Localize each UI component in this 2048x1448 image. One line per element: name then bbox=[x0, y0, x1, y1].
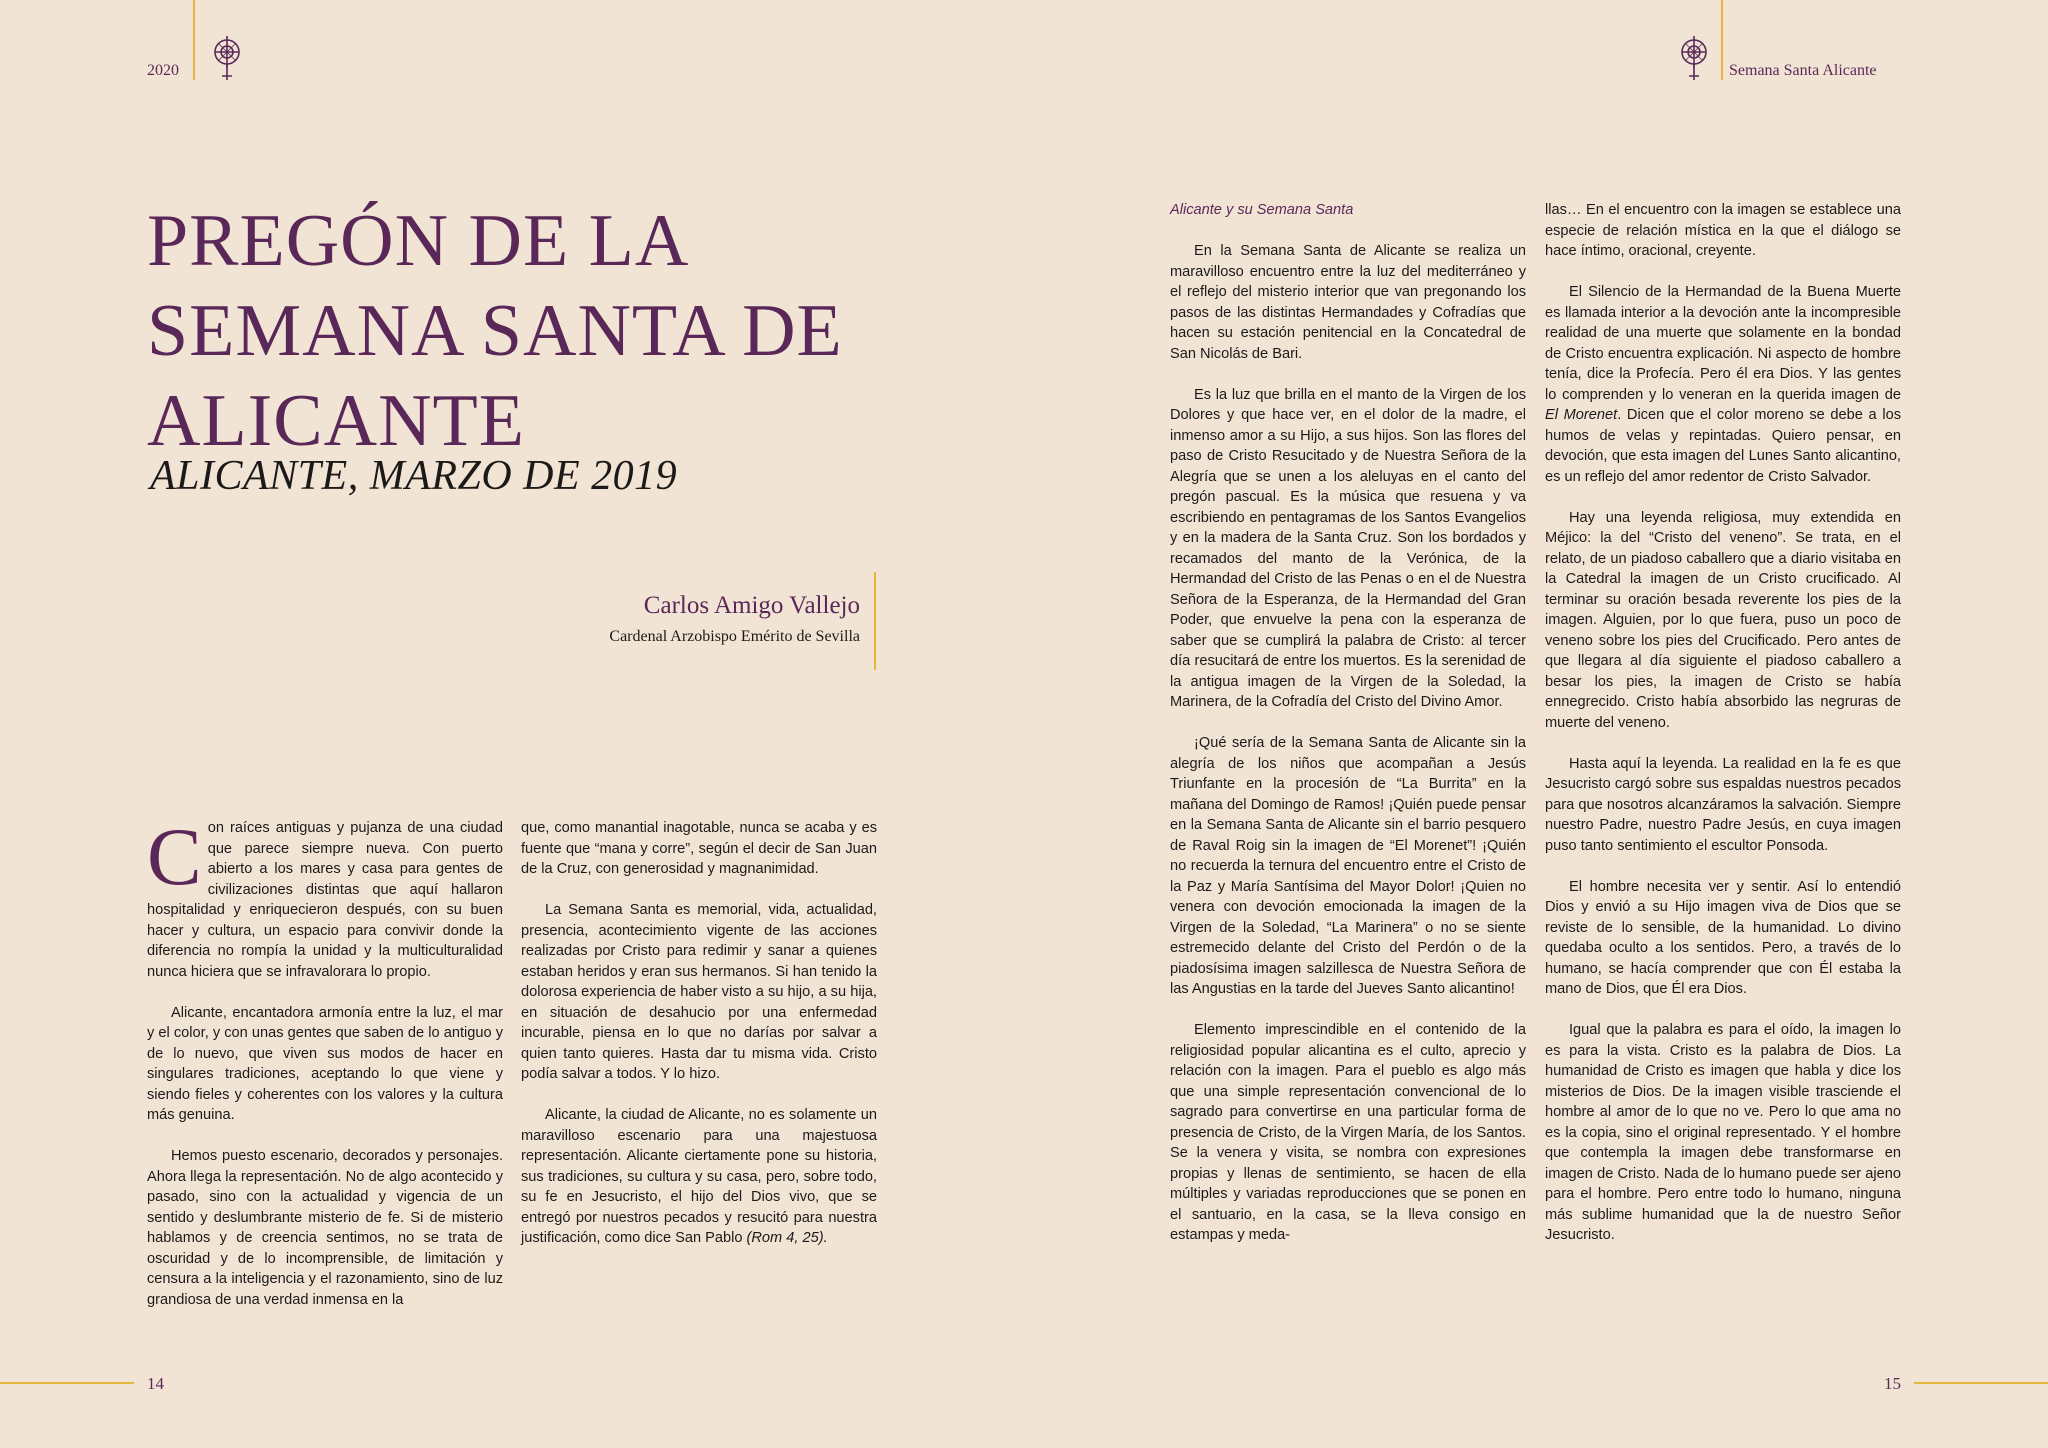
paragraph: Elemento imprescindible en el contenido de la religiosidad popular alicantina es el culto, aprecio y relación con la imagen. Para el pueblo es algo más que una simple representación convencional de lo sagrado para convertirse en una particular forma de presencia de Cristo, de la Virgen María, de los Santos. Se la venera y visita, se nombra con expresiones propias y llenas de sentimiento, se hacen de ella múltiples y variadas reproducciones que se ponen en el santuario, en la casa, se la lleva consigo en estampas y meda- bbox=[1170, 1022, 1526, 1243]
paragraph: llas… En el encuentro con la imagen se establece una especie de relación mística en la que el diálogo se hace íntimo, oracional, creyente. bbox=[1545, 202, 1901, 259]
paragraph: Con raíces antiguas y pujanza de una ciudad que parece siempre nueva. Con puerto abierto a los mares y casa para gentes de civilizaciones distintas que aquí hallaron hospitalidad y enriquecieron después, con su buen hacer y cultura, un espacio para convivir donde la diferencia no rompía la unidad y la multiculturalidad nunca hiciera que se infravalorara lo propio. bbox=[147, 811, 503, 980]
header-magazine-title: Semana Santa Alicante bbox=[1729, 62, 1877, 79]
cross-emblem-icon bbox=[1674, 32, 1714, 84]
paragraph: En la Semana Santa de Alicante se realiza un maravilloso encuentro entre la luz del mediterráneo y el reflejo del misterio interior que van pregonando los pasos de las distintas Hermandades y Cofradías que hacen su estación penitencial en la Concatedral de San Nicolás de Bari. bbox=[1170, 243, 1526, 362]
header-right-rule bbox=[1721, 0, 1723, 80]
author-name: Carlos Amigo Vallejo bbox=[643, 592, 860, 619]
paragraph: El hombre necesita ver y sentir. Así lo entendió Dios y envió a su Hijo imagen viva de Dios que se reviste de lo sensible, de la humanidad. Lo divino quedaba oculto a los sentidos. Pero, a través de lo humano, se hacía comprender que con Él estaba la mano de Dios, que Él era Dios. bbox=[1545, 878, 1901, 997]
author-rule bbox=[874, 572, 876, 670]
header-left-rule bbox=[193, 0, 195, 80]
paragraph: ¡Qué sería de la Semana Santa de Alicante sin la alegría de los niños que acompañan a Jesús Triunfante en la procesión de “La Burrita” en la mañana del Domingo de Ramos! ¡Quién puede pensar en la Semana Santa de Alicante sin el barrio pesquero de Raval Roig sin la imagen de “El Morenet”! ¡Quién no recuerda la ternura del encuentro entre el Cristo de la Paz y María Santísima del Mayor Dolor! ¡Quien no venera con devoción emocionada la imagen de la Virgen de la Soledad, “La Marinera” o no se siente estremecido delante del Cristo del Perdón o de la piadosísima imagen salzillesca de Nuestra Señora de las Angustias en la tarde del Jueves Santo alicantino! bbox=[1170, 735, 1526, 997]
article-title bbox=[147, 196, 867, 466]
paragraph: Es la luz que brilla en el manto de la Virgen de los Dolores y que hace ver, en el dolor de la madre, el inmenso amor a su Hijo, a sus hijos. Son las flores del paso de Cristo Resucitado y de Nuestra Señora de la Alegría que se unen a los aleluyas en el canto del pregón pascual. Es la música que resuena y va escribiendo en pentagramas de los Santos Evangelios y en la madera de la Santa Cruz. Son los bordados y recamados del manto de la Verónica, de la Hermandad del Cristo de las Penas o en el de Nuestra Señora de la Esperanza, de la Hermandad del Gran Poder, que envuelve la pena con la esperanza de saber que se cumplirá la palabra de Cristo: al tercer día resucitará de entre los muertos. Es la serenidad de la antigua imagen de la Virgen de la Soledad, la Marinera, de la Cofradía del Cristo del Divino Amor. bbox=[1170, 386, 1526, 710]
paragraph: Igual que la palabra es para el oído, la imagen lo es para la vista. Cristo es la palabra de Dios. La humanidad de Cristo es imagen que habla y dice los misterios de Dios. De la imagen visible trasciende el hombre al amor de lo que no ve. Pero lo que ama no es la copia, sino el original representado. Y el hombre que contempla la imagen debe transformarse en imagen de Cristo. Nada de lo humano puede ser ajeno para el hombre. Pero entre todo lo humano, ninguna más sublime humanidad que la de nuestro Señor Jesucristo. bbox=[1545, 1022, 1901, 1243]
paragraph: Hemos puesto escenario, decorados y personajes. Ahora llega la representación. No de algo acontecido y pasado, sino con la actualidad y vigencia de un sentido y deslumbrante misterio de fe. Si de misterio hablamos y de creencia sentimos, no se trata de oscuridad y de lo incomprensible, de limitación y censura a la inteligencia y el razonamiento, sino de luz grandiosa de una verdad inmensa en la bbox=[147, 1148, 503, 1308]
title-line: PREGÓN DE LA bbox=[147, 200, 690, 282]
paragraph: Hasta aquí la leyenda. La realidad en la fe es que Jesucristo cargó sobre sus espaldas nuestros pecados para que nosotros alcanzáramos la salvación. Siempre nuestro Padre, nuestro Padre Jesús, en cuya imagen puso tanto sentimiento el escultor Ponsoda. bbox=[1545, 755, 1901, 854]
section-heading: Alicante y su Semana Santa bbox=[1170, 202, 1354, 218]
footer-left-rule bbox=[0, 1382, 134, 1384]
paragraph: La Semana Santa es memorial, vida, actualidad, presencia, acontecimiento vigente de las acciones realizadas por Cristo para redimir y sanar a quienes estaban heridos y eran sus hermanos. Si han tenido la dolorosa experiencia de haber visto a su hijo, a su hija, en situación de desahucio por una enfermedad incurable, piensa en lo que no darías por salvar a quien tanto quieres. Hasta dar tu misma vida. Cristo podía salvar a todos. Y lo hizo. bbox=[521, 902, 877, 1082]
text-column-3 bbox=[1170, 200, 1526, 1246]
paragraph: El Silencio de la Hermandad de la Buena Muerte es llamada interior a la devoción ante la incompresible realidad de una muerte que solamente en la bondad de Cristo encuentra explicación. Ni aspecto de hombre tenía, dice la Profecía. Pero él era Dios. Y las gentes lo comprenden y lo veneran en la querida imagen de El Morenet. Dicen que el color moreno se debe a los humos de velas y repintadas. Quiero pensar, en devoción, que esta imagen del Lunes Santo alicantino, es un reflejo del amor redentor de Cristo Salvador. bbox=[1545, 284, 1901, 485]
text-column-4 bbox=[1545, 200, 1901, 1246]
page-number-right: 15 bbox=[1884, 1374, 1901, 1393]
paragraph: que, como manantial inagotable, nunca se acaba y es fuente que “mana y corre”, según el decir de San Juan de la Cruz, con generosidad y magnanimidad. bbox=[521, 820, 877, 877]
paragraph: Alicante, encantadora armonía entre la luz, el mar y el color, y con unas gentes que saben de lo antiguo y de lo nuevo, que viven sus modos de hacer en singulares tradiciones, aceptando lo que viene y siendo fieles y coherentes con los valores y la cultura más genuina. bbox=[147, 1004, 503, 1123]
drop-cap: C bbox=[147, 811, 202, 902]
header-year: 2020 bbox=[147, 62, 179, 79]
cross-emblem-icon bbox=[207, 32, 247, 84]
text-column-2 bbox=[521, 818, 877, 1249]
paragraph: Alicante, la ciudad de Alicante, no es solamente un maravilloso escenario para una majestuosa representación. Alicante ciertamente pone su historia, sus tradiciones, su cultura y su casa, pero, sobre todo, su fe en Jesucristo, el hijo del Dios vivo, que se entregó por nuestros pecados y resucitó para nuestra justificación, como dice San Pablo (Rom 4, 25). bbox=[521, 1107, 877, 1246]
text-column-1 bbox=[147, 811, 503, 1310]
footer-right-rule bbox=[1914, 1382, 2048, 1384]
scripture-reference: (Rom 4, 25). bbox=[746, 1230, 828, 1246]
title-line: ALICANTE bbox=[147, 380, 525, 462]
author-role: Cardenal Arzobispo Emérito de Sevilla bbox=[609, 628, 860, 645]
emphasis: El Morenet bbox=[1545, 407, 1618, 423]
title-line: SEMANA SANTA DE bbox=[147, 290, 843, 372]
article-subtitle: ALICANTE, MARZO DE 2019 bbox=[150, 453, 678, 499]
page-number-left: 14 bbox=[147, 1374, 164, 1393]
paragraph: Hay una leyenda religiosa, muy extendida en Méjico: la del “Cristo del veneno”. Se trata, en el relato, de un piadoso caballero que a diario visitaba en la Catedral la imagen de un Cristo crucificado. Al terminar su oración besada reverente los pies de la imagen. Alguien, por lo que fuera, puso un poco de veneno sobre los pies del Crucificado. Pero antes de que llegara al día siguiente el piadoso caballero a besar los pies, la imagen de Cristo se había ennegrecido. Cristo había absorbido las negruras de muerte del veneno. bbox=[1545, 509, 1901, 731]
